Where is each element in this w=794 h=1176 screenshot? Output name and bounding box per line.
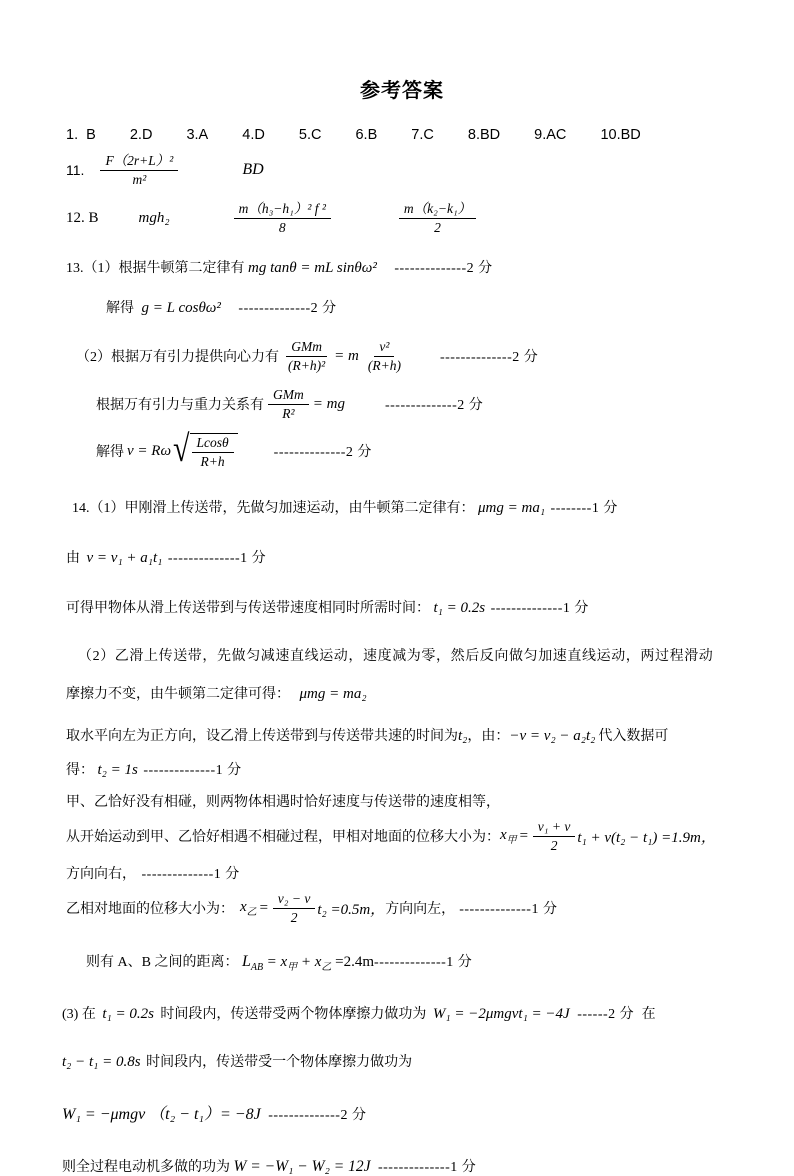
L-AB-symbol: $L_{AB}$ bbox=[241, 953, 264, 974]
q12-label: 12. B bbox=[66, 209, 99, 226]
answer-item: 4.D bbox=[242, 127, 265, 143]
page-title: 参考答案 bbox=[360, 80, 444, 102]
q14-motor-work: 则全过程电动机多做的功为 W = −W₁ − W₂ = 12J --------------1 分 bbox=[62, 1158, 477, 1176]
score-dashes: --------------2 分 bbox=[394, 261, 493, 277]
subscript-jia: 甲 bbox=[506, 834, 517, 846]
score-dashes: --------------2 分 bbox=[273, 445, 372, 461]
score-dashes: --------------1 分 bbox=[459, 902, 558, 918]
q12-term1: mgh₂ bbox=[138, 209, 170, 226]
q13-solve-v-frac: $\frac{Lcos\theta}{R+h}$ bbox=[192, 435, 234, 469]
square-root bbox=[173, 428, 238, 470]
subscript-yi: 乙 bbox=[321, 962, 332, 974]
radical-sign: √ bbox=[173, 428, 190, 470]
q11-fraction: $\frac{\text{F（2r+L）²}}{\text{m²}}$ bbox=[100, 153, 178, 187]
q14-velocity-eq bbox=[66, 547, 738, 567]
answer-item: 9.AC bbox=[534, 127, 567, 143]
q14-velocity-text: 由 bbox=[66, 551, 80, 567]
q14-jia-tail: t₁ + v(t₂ − t₁) =1.9m， bbox=[577, 829, 716, 846]
score-dashes: --------------1 分 bbox=[490, 601, 589, 617]
q14-friction-text: 摩擦力不变，由牛顿第二定律可得： bbox=[66, 687, 290, 703]
q13-step2-frac2: $\frac{\text{v²}}{(R+h)}$ bbox=[367, 339, 401, 373]
q14-step2-desc-line2 bbox=[66, 683, 738, 703]
score-dashes: --------------1 分 bbox=[374, 955, 473, 971]
q12-row bbox=[66, 201, 738, 235]
score-dashes: --------------1 分 bbox=[377, 1160, 477, 1176]
q14-time-t1-formula: t₁ = 0.2s bbox=[433, 600, 486, 617]
q11-label: 11. bbox=[66, 162, 85, 179]
subscript-AB: AB bbox=[250, 962, 264, 974]
q14-t-interval: t₂ − t₁ = 0.8s bbox=[62, 1054, 141, 1071]
q14-t1-value: t₁ = 0.2s bbox=[102, 1006, 154, 1023]
q13-step2-eq: = m bbox=[334, 347, 359, 364]
x-yi-symbol: $x_乙$ bbox=[240, 898, 257, 918]
answer-item: 7.C bbox=[411, 127, 434, 143]
q12-fraction2: $\frac{\text{m（k₂−k₁）}}{2}$ bbox=[399, 201, 476, 235]
choice-answers-row bbox=[66, 127, 738, 143]
score-dashes: --------------2 分 bbox=[439, 350, 539, 366]
x-jia-symbol: $x_甲$ bbox=[500, 826, 517, 846]
q11-answer: BD bbox=[242, 161, 264, 179]
q14-ab-eq: = $x_甲 + x_乙 =2.4m$ bbox=[266, 954, 375, 974]
q14-time-t1-text: 可得甲物体从滑上传送带到与传送带速度相同时所需时间： bbox=[66, 601, 430, 617]
q14-jia-frac: $\frac{\text{v₁ + v}}{2}$ bbox=[533, 819, 576, 853]
q14-yi-frac: $\frac{\text{v₂ − v}}{2}$ bbox=[273, 891, 316, 925]
q13-step2-text: （2）根据万有引力提供向心力有 bbox=[76, 350, 279, 366]
q13-gravity-frac: $\frac{\text{GMm}}{\text{R²}}$ bbox=[268, 387, 309, 421]
q13-solve-v-text: 解得 bbox=[96, 445, 124, 461]
q13-gravity-weight bbox=[96, 387, 738, 421]
answer-item: 2.D bbox=[129, 127, 153, 143]
q13-solve-g-formula: g = L cosθω² bbox=[141, 300, 221, 317]
score-dashes: --------------1 分 bbox=[143, 763, 242, 779]
subscript-yi: 乙 bbox=[246, 906, 257, 918]
q12-fraction1: $\frac{\text{m（h₃−h₁）² f ²}}{8}$ bbox=[234, 201, 331, 235]
score-dashes: --------------1 分 bbox=[141, 867, 240, 883]
q14-work-continue: t₂ − t₁ = 0.8s 时间段内，传送带受一个物体摩擦力做功为 bbox=[62, 1054, 413, 1071]
answer-item: 10.BD bbox=[600, 127, 641, 143]
score-dashes: --------------2 分 bbox=[238, 301, 337, 317]
q14-work2-eq bbox=[62, 1101, 738, 1124]
q14-motor-formula: W = −W₁ − W₂ = 12J bbox=[233, 1158, 371, 1176]
q14-yi-tail: t₂ =0.5m， bbox=[317, 901, 386, 918]
q14-step1-formula: μmg = ma₁ bbox=[478, 500, 546, 517]
q14-direction-setup: 取水平向左为正方向，设乙滑上传送带到与传送带共速的时间为t₂，由：−v = v₂ − a₂t₂ 代入数据可 bbox=[66, 728, 669, 745]
q14-step2-desc-line1: （2）乙滑上传送带，先做匀减速直线运动，速度减为零，然后反向做匀加速直线运动，两过程滑动 bbox=[78, 649, 714, 665]
q14-distance-ab: 则有 A、B 之间的距离： $L_{AB} = x_甲 + x_乙 =2.4m--------------1$ 分 bbox=[86, 953, 473, 974]
q13-step1 bbox=[66, 257, 738, 277]
q13-solve-v bbox=[96, 428, 738, 470]
q13-step1-text: 13.（1）根据牛顿第二定律有 bbox=[66, 261, 245, 277]
q13-step2-frac1: $\frac{\text{GMm}}{\text{(R+h)²}}$ bbox=[288, 339, 326, 373]
q13-step2 bbox=[76, 339, 738, 373]
answer-item: 6.B bbox=[355, 127, 378, 143]
score-dashes: --------------2 分 bbox=[268, 1108, 367, 1124]
q14-step1-text: 14.（1）甲刚滑上传送带，先做匀加速运动，由牛顿第二定律有： bbox=[72, 501, 475, 517]
q14-velocity-formula: v = v₁ + a₁t₁ bbox=[86, 550, 163, 567]
q14-step1 bbox=[72, 497, 738, 517]
q14-step3-work1: (3) 在 t₁ = 0.2s 时间段内，传送带受两个物体摩擦力做功为 W₁ = −2μmgvt₁ = −4J ------2 分 在 bbox=[62, 1006, 656, 1023]
score-dashes: --------1 分 bbox=[550, 501, 618, 517]
q14-neg-velocity-formula: −v = v₂ − a₂t₂ bbox=[509, 728, 596, 745]
subscript-jia: 甲 bbox=[287, 962, 298, 974]
q13-solve-g-text: 解得 bbox=[106, 301, 134, 317]
q14-friction-formula: μmg = ma₂ bbox=[299, 686, 367, 703]
q14-time-t1 bbox=[66, 597, 738, 617]
score-dashes: --------------2 分 bbox=[384, 398, 484, 414]
answer-item: 8.BD bbox=[467, 127, 501, 143]
t2-symbol: t₂ bbox=[458, 728, 468, 745]
q14-time-t2-formula: t₂ = 1s bbox=[97, 762, 138, 779]
q14-direction-right: 方向向右， --------------1 分 bbox=[66, 867, 240, 883]
q13-gravity-eq: = mg bbox=[312, 395, 345, 412]
q14-work1-formula: W₁ = −2μmgvt₁ = −4J bbox=[432, 1006, 570, 1023]
q14-displacement-jia: 从开始运动到甲、乙恰好相遇不相碰过程，甲相对地面的位移大小为： $x_甲$ = $\frac{\text{v₁ + v}}{2}$ t₁ + v(t₂ − t₁) =1.9m， bbox=[66, 819, 716, 853]
q14-meet-condition: 甲、乙恰好没有相碰，则两物体相遇时恰好速度与传送带的速度相等， bbox=[66, 795, 500, 811]
q14-work2-formula: W₁ = −μmgv （t₂ − t₁）= −8J bbox=[62, 1106, 261, 1124]
q13-gravity-text: 根据万有引力与重力关系有 bbox=[96, 398, 264, 414]
score-dashes: --------------1 分 bbox=[167, 551, 267, 567]
q14-displacement-yi: 乙相对地面的位移大小为： $x_乙$ = $\frac{\text{v₂ − v}}{2}$ t₂ =0.5m， 方向向左， --------------1 分 bbox=[66, 891, 558, 925]
q13-solve-v-lead: v = Rω bbox=[127, 442, 172, 459]
q13-solve-g bbox=[106, 297, 738, 317]
q11-row bbox=[66, 153, 738, 187]
answer-item: 5.C bbox=[298, 127, 322, 143]
q13-step1-formula: mg tanθ = mL sinθω² bbox=[248, 260, 377, 277]
answer-item: 3.A bbox=[186, 127, 209, 143]
q14-time-t2: 得： t₂ = 1s --------------1 分 bbox=[66, 762, 242, 779]
answer-item: 1. B bbox=[66, 127, 96, 143]
